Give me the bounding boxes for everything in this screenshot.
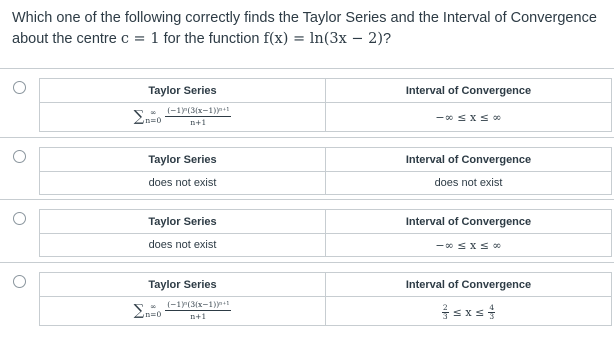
sum-upper-limit: ∞ xyxy=(150,108,157,117)
interval-value: −∞ ≤ x ≤ ∞ xyxy=(435,238,502,252)
taylor-series-header: Taylor Series xyxy=(40,148,326,172)
option-2-radio[interactable] xyxy=(13,150,26,163)
upper-denominator: 3 xyxy=(489,312,495,321)
option-4-table xyxy=(39,272,612,326)
taylor-series-header: Taylor Series xyxy=(40,273,326,297)
sum-lower-limit: n=0 xyxy=(145,310,162,319)
sum-lower-limit: n=0 xyxy=(145,116,162,125)
interval-header: Interval of Convergence xyxy=(326,210,612,234)
series-denominator: n+1 xyxy=(190,118,207,127)
lower-denominator: 3 xyxy=(442,312,448,321)
question-text xyxy=(12,8,608,50)
option-divider xyxy=(0,137,614,138)
option-3-table xyxy=(39,209,612,257)
option-divider xyxy=(0,262,614,263)
option-3-series: does not exist xyxy=(40,234,326,257)
interval-inequality xyxy=(442,304,495,321)
interval-upper-bound xyxy=(488,304,495,321)
taylor-series-formula xyxy=(134,300,232,322)
option-divider xyxy=(0,199,614,200)
series-numerator: (−1)ⁿ(3(x−1))ⁿ⁺¹ xyxy=(167,300,230,309)
interval-header: Interval of Convergence xyxy=(326,79,612,103)
option-3-radio[interactable] xyxy=(13,212,26,225)
option-2-interval: does not exist xyxy=(326,172,612,195)
function-expression: f(x) = ln(3x − 2) xyxy=(263,31,384,47)
sigma-symbol: ∑ xyxy=(133,107,145,125)
option-2-table xyxy=(39,147,612,195)
option-1-series xyxy=(40,103,326,132)
taylor-series-formula xyxy=(134,106,232,128)
series-numerator: (−1)ⁿ(3(x−1))ⁿ⁺¹ xyxy=(167,106,230,115)
interval-lower-bound xyxy=(442,304,449,321)
taylor-series-header: Taylor Series xyxy=(40,210,326,234)
interval-header: Interval of Convergence xyxy=(326,273,612,297)
upper-numerator: 4 xyxy=(489,303,495,312)
question-suffix: ? xyxy=(383,31,392,47)
interval-value: −∞ ≤ x ≤ ∞ xyxy=(435,110,502,124)
option-1-table xyxy=(39,78,612,132)
sum-upper-limit: ∞ xyxy=(150,302,157,311)
option-1-interval xyxy=(326,103,612,132)
option-1-radio[interactable] xyxy=(13,81,26,94)
interval-header: Interval of Convergence xyxy=(326,148,612,172)
lower-numerator: 2 xyxy=(442,303,448,312)
option-3-interval xyxy=(326,234,612,257)
option-2-series: does not exist xyxy=(40,172,326,195)
option-divider xyxy=(0,68,614,69)
centre-expression: c = 1 xyxy=(120,31,160,47)
series-denominator: n+1 xyxy=(190,312,207,321)
question-prefix: Which one of the following correctly finds the Taylor Series and the Interval of Convergence about the centre xyxy=(12,10,597,47)
taylor-series-header: Taylor Series xyxy=(40,79,326,103)
option-4-radio[interactable] xyxy=(13,275,26,288)
interval-middle: ≤ x ≤ xyxy=(452,306,485,319)
option-4-interval xyxy=(326,297,612,326)
option-4-series xyxy=(40,297,326,326)
question-middle: for the function xyxy=(159,31,264,47)
sigma-symbol: ∑ xyxy=(133,301,145,319)
